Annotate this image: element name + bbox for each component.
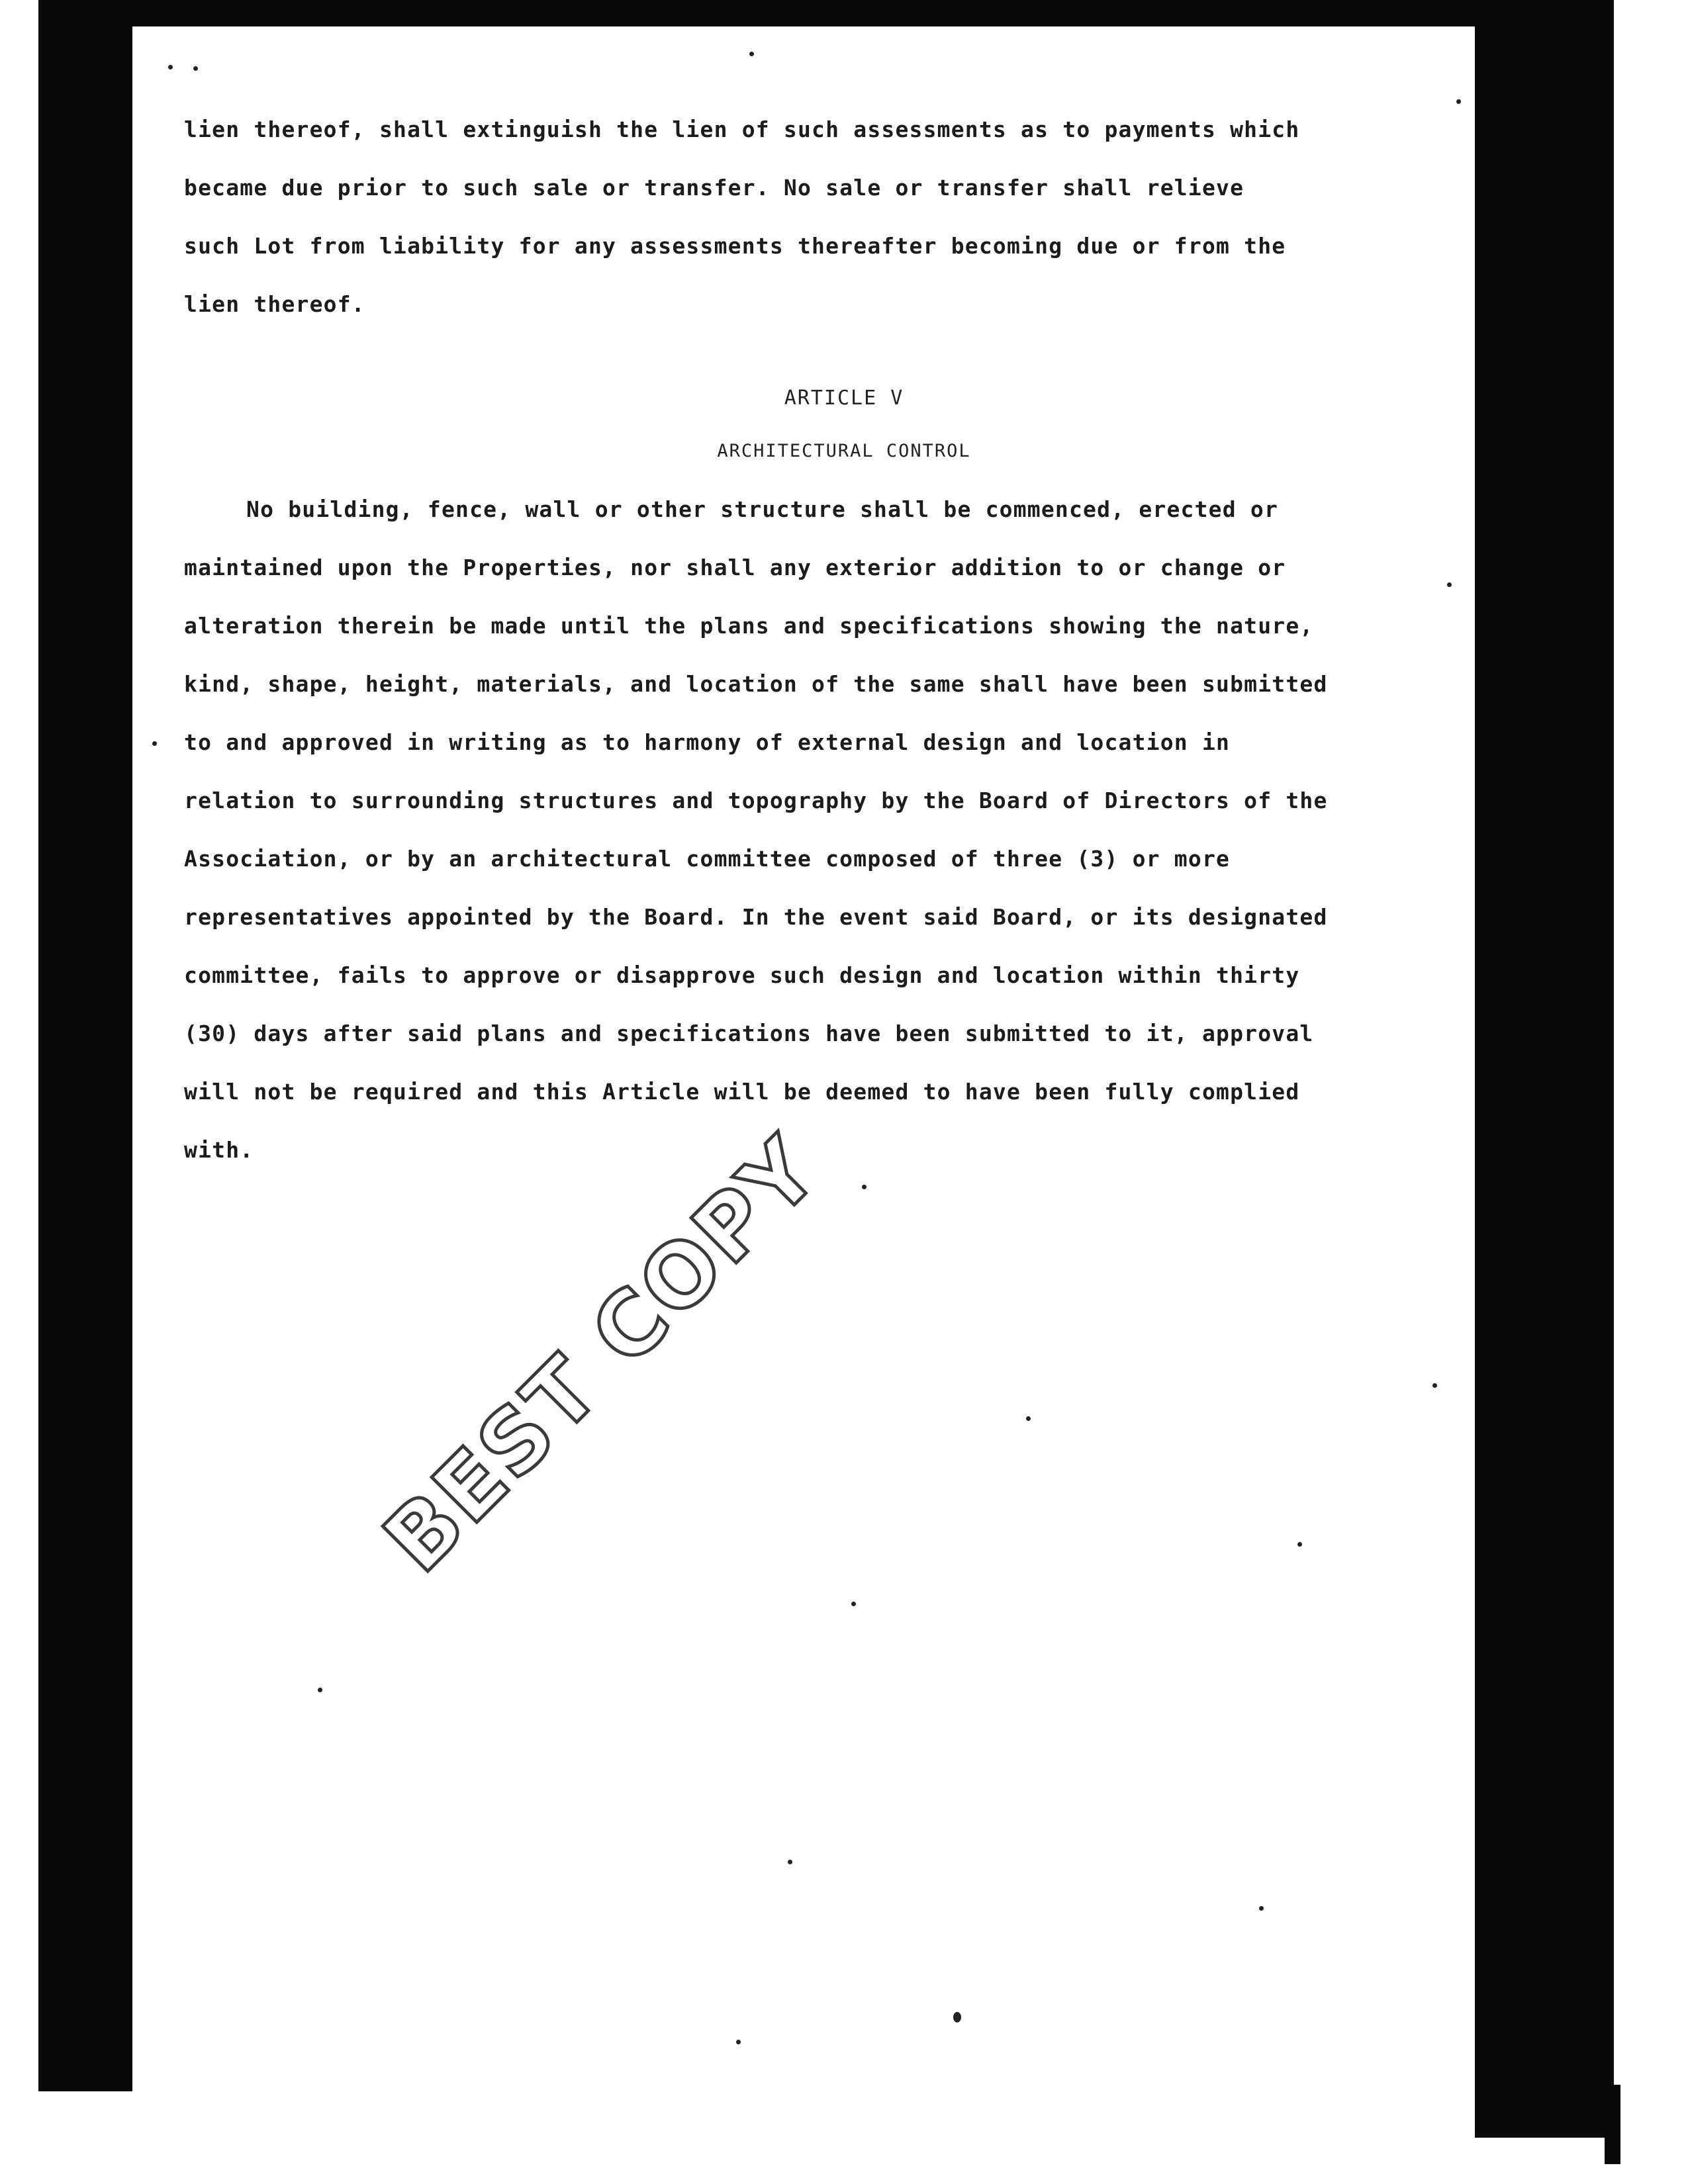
body-line-5: to and approved in writing as to harmony of external design and location in	[184, 729, 1231, 755]
body-line-1: No building, fence, wall or other structure shall be commenced, erected or	[246, 496, 1279, 522]
scan-border-right-tail	[1605, 2085, 1620, 2164]
body-line-3: alteration therein be made until the plans and specifications showing the nature,	[184, 613, 1314, 639]
scan-speck	[851, 1602, 856, 1606]
body-line-9: committee, fails to approve or disapprove such design and location within thirty	[184, 962, 1300, 988]
scan-speck	[193, 66, 198, 71]
scan-border-right	[1474, 0, 1614, 2138]
scan-speck	[152, 741, 157, 746]
top-paragraph-line-3: such Lot from liability for any assessments thereafter becoming due or from the	[184, 233, 1286, 259]
scan-speck	[318, 1688, 322, 1692]
scan-speck	[953, 2012, 961, 2023]
top-paragraph-line-4: lien thereof.	[184, 291, 365, 317]
scan-speck	[788, 1860, 792, 1864]
body-line-2: maintained upon the Properties, nor shall any exterior addition to or change or	[184, 555, 1286, 580]
scan-speck	[1447, 582, 1452, 587]
scan-speck	[862, 1185, 867, 1189]
scan-speck	[1259, 1906, 1264, 1911]
top-paragraph-line-1: lien thereof, shall extinguish the lien of such assessments as to payments which	[184, 116, 1300, 142]
body-line-7: Association, or by an architectural committee composed of three (3) or more	[184, 846, 1231, 872]
scan-speck	[168, 65, 173, 69]
scan-speck	[1432, 1383, 1437, 1388]
body-line-10: (30) days after said plans and specifications have been submitted to it, approval	[184, 1021, 1314, 1046]
scan-speck	[1026, 1416, 1031, 1421]
top-paragraph-line-2: became due prior to such sale or transfer. No sale or transfer shall relieve	[184, 175, 1244, 201]
article-title: ARTICLE V	[784, 387, 904, 410]
body-line-4: kind, shape, height, materials, and location of the same shall have been submitted	[184, 671, 1328, 697]
scan-speck	[736, 2040, 741, 2044]
body-line-12: with.	[184, 1137, 254, 1163]
scan-border-left	[38, 0, 134, 2091]
paper-sheet	[132, 26, 1475, 2184]
body-line-11: will not be required and this Article will be deemed to have been fully complied	[184, 1079, 1300, 1105]
scan-speck	[1297, 1542, 1302, 1547]
scan-speck	[749, 52, 754, 56]
scan-speck	[1456, 99, 1461, 104]
body-line-6: relation to surrounding structures and topography by the Board of Directors of the	[184, 788, 1328, 813]
body-line-8: representatives appointed by the Board. In the event said Board, or its designated	[184, 904, 1328, 930]
best-copy-stamp: BEST COPY	[365, 1117, 839, 1592]
article-subtitle: ARCHITECTURAL CONTROL	[717, 441, 971, 461]
